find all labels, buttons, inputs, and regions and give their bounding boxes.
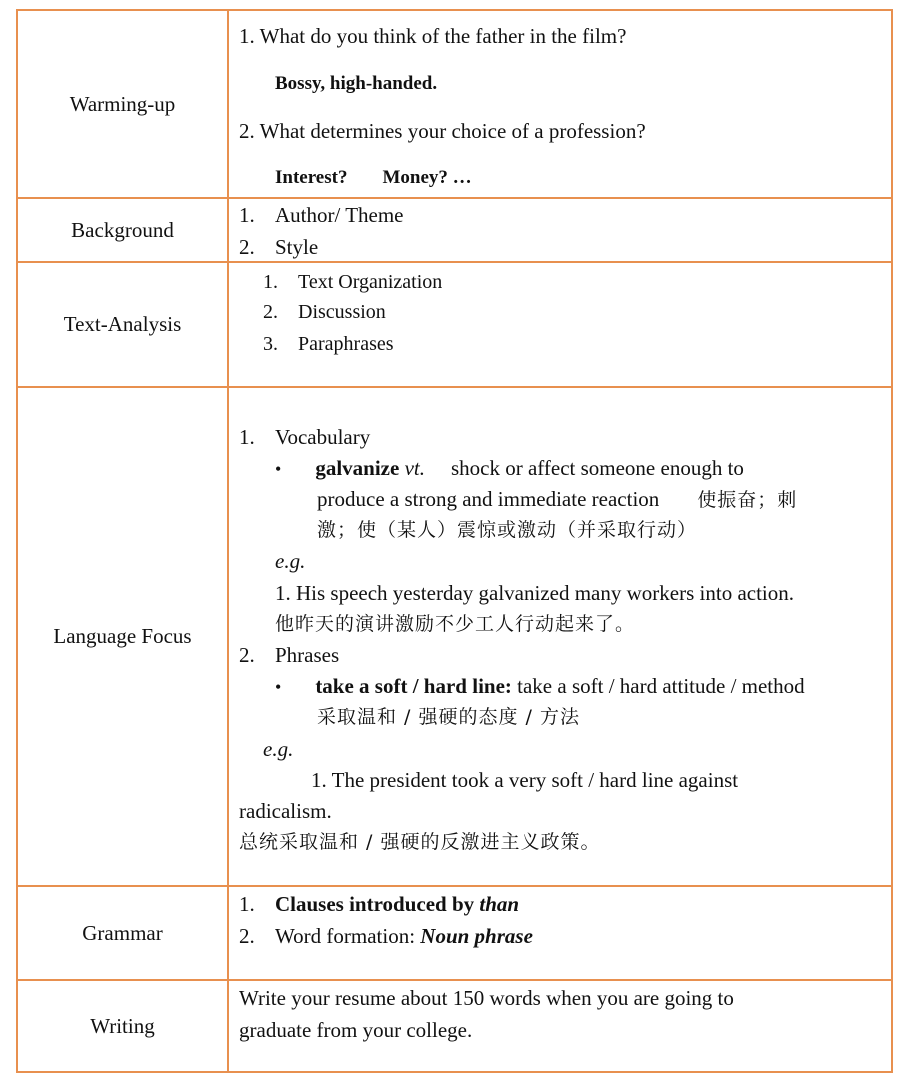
text-analysis-item-2: 2. Discussion: [263, 301, 386, 323]
background-item-2: 2. Style: [239, 235, 319, 259]
lesson-plan-table: [16, 9, 893, 1073]
phrase-example-line-1: 1. The president took a very soft / hard line against: [311, 768, 739, 792]
vocabulary-example: 1. His speech yesterday galvanized many workers into action.: [275, 581, 795, 605]
vocabulary-example-cn: 他昨天的演讲激励不少工人行动起来了。: [275, 613, 636, 635]
vocabulary-definition: produce a strong and immediate reaction 使振奋；刺: [317, 487, 798, 511]
row-background: [17, 198, 892, 262]
label-background: Background: [17, 198, 228, 262]
phrases-heading: 2. Phrases: [239, 643, 340, 667]
bullet-icon: •: [275, 677, 282, 697]
bullet-icon: •: [275, 459, 282, 479]
vocabulary-heading: 1. Vocabulary: [239, 425, 371, 449]
vocabulary-eg-label: e.g.: [275, 549, 306, 573]
warming-up-question-1: 1. What do you think of the father in the film?: [239, 24, 627, 48]
label-grammar: Grammar: [17, 886, 228, 980]
content-writing: [228, 980, 892, 1072]
row-warming-up: [17, 10, 892, 198]
row-writing: [17, 980, 892, 1072]
content-background: [228, 198, 892, 262]
grammar-item-1: 1. Clauses introduced by than: [239, 892, 520, 916]
phrase-definition-cn: 采取温和 / 强硬的态度 / 方法: [317, 706, 580, 728]
content-language-focus: [228, 387, 892, 886]
warming-up-answer-1: Bossy, high-handed.: [275, 73, 438, 94]
writing-line-1: Write your resume about 150 words when you are going to: [239, 986, 734, 1010]
content-text-analysis: [228, 262, 892, 387]
label-warming-up: Warming-up: [17, 10, 228, 198]
grammar-item-2: 2. Word formation: Noun phrase: [239, 924, 533, 948]
text-analysis-item-3: 3. Paraphrases: [263, 333, 394, 355]
label-text-analysis: Text-Analysis: [17, 262, 228, 387]
background-item-1: 1. Author/ Theme: [239, 203, 404, 227]
phrase-entry: • take a soft / hard line: take a soft / hard attitude / method: [275, 674, 805, 698]
content-grammar: [228, 886, 892, 980]
vocabulary-definition-cn: 激；使（某人）震惊或激动（并采取行动）: [317, 519, 698, 541]
row-text-analysis: [17, 262, 892, 387]
vocabulary-entry: • galvanize vt. shock or affect someone enough to: [275, 456, 744, 480]
row-grammar: [17, 886, 892, 980]
writing-line-2: graduate from your college.: [239, 1018, 473, 1042]
warming-up-answer-2: Interest? Money? …: [275, 167, 472, 188]
phrase-example-line-2: radicalism.: [239, 799, 332, 823]
text-analysis-item-1: 1. Text Organization: [263, 271, 443, 293]
label-language-focus: Language Focus: [17, 387, 228, 886]
row-language-focus: [17, 387, 892, 886]
warming-up-question-2: 2. What determines your choice of a profession?: [239, 119, 646, 143]
content-warming-up: [228, 10, 892, 198]
phrase-example-cn: 总统采取温和 / 强硬的反激进主义政策。: [239, 831, 601, 853]
label-writing: Writing: [17, 980, 228, 1072]
phrase-eg-label: e.g.: [263, 737, 294, 761]
